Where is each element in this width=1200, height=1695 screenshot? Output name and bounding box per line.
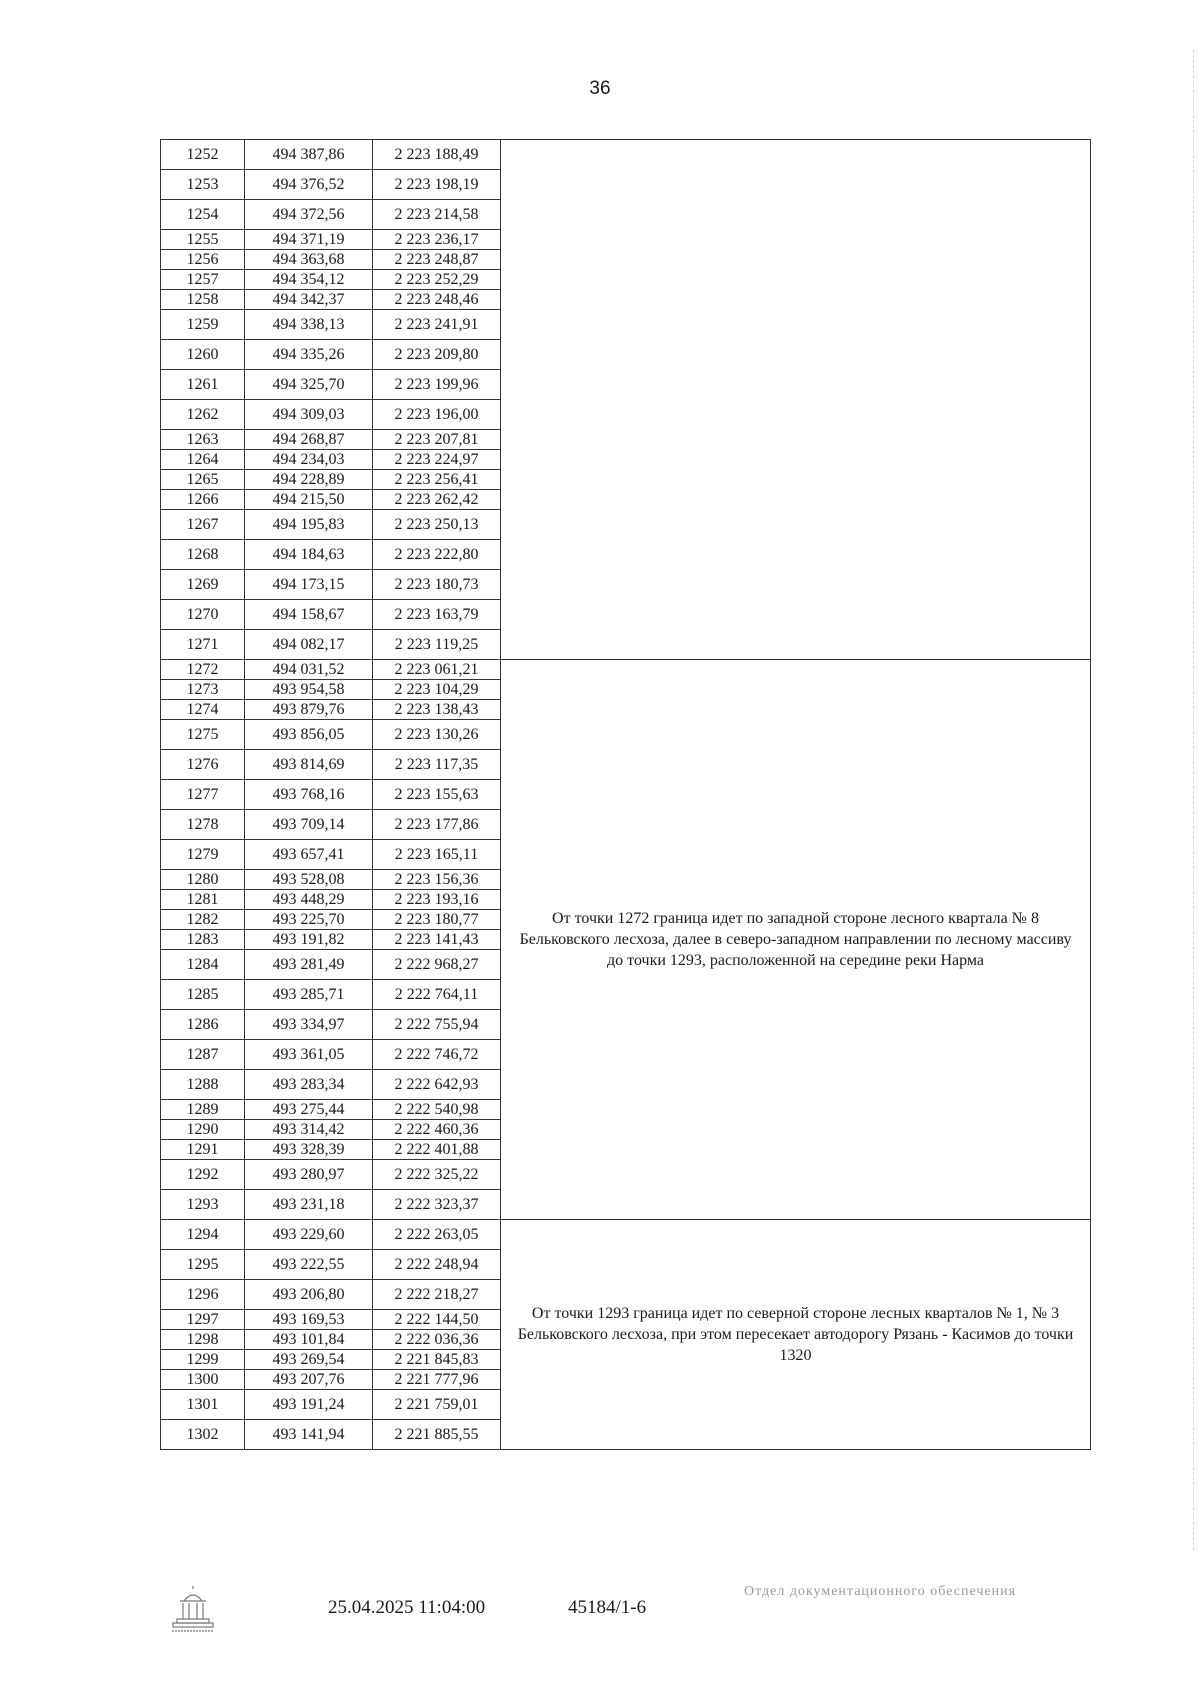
point-number-cell: 1270	[161, 600, 245, 630]
x-coordinate-cell: 493 207,76	[245, 1370, 373, 1390]
table-row	[161, 660, 1091, 680]
x-coordinate-cell: 493 285,71	[245, 980, 373, 1010]
y-coordinate-cell: 2 223 156,36	[373, 870, 501, 890]
x-coordinate-cell: 493 280,97	[245, 1160, 373, 1190]
point-number-cell: 1272	[161, 660, 245, 680]
y-coordinate-cell: 2 223 241,91	[373, 310, 501, 340]
x-coordinate-cell: 494 309,03	[245, 400, 373, 430]
point-number-cell: 1262	[161, 400, 245, 430]
point-number-cell: 1295	[161, 1250, 245, 1280]
boundary-description-cell	[501, 140, 1091, 660]
x-coordinate-cell: 494 372,56	[245, 200, 373, 230]
x-coordinate-cell: 493 229,60	[245, 1220, 373, 1250]
y-coordinate-cell: 2 223 214,58	[373, 200, 501, 230]
point-number-cell: 1300	[161, 1370, 245, 1390]
x-coordinate-cell: 494 195,83	[245, 510, 373, 540]
point-number-cell: 1296	[161, 1280, 245, 1310]
x-coordinate-cell: 493 768,16	[245, 780, 373, 810]
point-number-cell: 1261	[161, 370, 245, 400]
point-number-cell: 1258	[161, 290, 245, 310]
y-coordinate-cell: 2 223 180,73	[373, 570, 501, 600]
y-coordinate-cell: 2 223 104,29	[373, 680, 501, 700]
y-coordinate-cell: 2 223 248,87	[373, 250, 501, 270]
y-coordinate-cell: 2 223 177,86	[373, 810, 501, 840]
x-coordinate-cell: 493 169,53	[245, 1310, 373, 1330]
point-number-cell: 1271	[161, 630, 245, 660]
coordinates-table	[160, 139, 1091, 1450]
point-number-cell: 1298	[161, 1330, 245, 1350]
point-number-cell: 1267	[161, 510, 245, 540]
y-coordinate-cell: 2 223 130,26	[373, 720, 501, 750]
point-number-cell: 1281	[161, 890, 245, 910]
footer-datetime: 25.04.2025 11:04:00	[328, 1597, 486, 1618]
department-stamp: Отдел документационного обеспечения	[743, 1584, 1017, 1599]
x-coordinate-cell: 494 335,26	[245, 340, 373, 370]
y-coordinate-cell: 2 222 325,22	[373, 1160, 501, 1190]
x-coordinate-cell: 494 354,12	[245, 270, 373, 290]
point-number-cell: 1297	[161, 1310, 245, 1330]
point-number-cell: 1260	[161, 340, 245, 370]
y-coordinate-cell: 2 223 207,81	[373, 430, 501, 450]
y-coordinate-cell: 2 222 144,50	[373, 1310, 501, 1330]
point-number-cell: 1294	[161, 1220, 245, 1250]
y-coordinate-cell: 2 222 540,98	[373, 1100, 501, 1120]
x-coordinate-cell: 494 031,52	[245, 660, 373, 680]
point-number-cell: 1275	[161, 720, 245, 750]
y-coordinate-cell: 2 222 263,05	[373, 1220, 501, 1250]
y-coordinate-cell: 2 223 155,63	[373, 780, 501, 810]
y-coordinate-cell: 2 222 248,94	[373, 1250, 501, 1280]
point-number-cell: 1293	[161, 1190, 245, 1220]
x-coordinate-cell: 494 228,89	[245, 470, 373, 490]
y-coordinate-cell: 2 222 323,37	[373, 1190, 501, 1220]
boundary-description-cell: От точки 1293 граница идет по северной стороне лесных кварталов № 1, № 3 Бельковского лесхоза, при этом пересекает автодорогу Рязань - Касимов до точки 1320	[501, 1220, 1091, 1450]
x-coordinate-cell: 494 363,68	[245, 250, 373, 270]
x-coordinate-cell: 493 191,82	[245, 930, 373, 950]
x-coordinate-cell: 493 361,05	[245, 1040, 373, 1070]
y-coordinate-cell: 2 222 036,36	[373, 1330, 501, 1350]
y-coordinate-cell: 2 223 138,43	[373, 700, 501, 720]
y-coordinate-cell: 2 222 460,36	[373, 1120, 501, 1140]
y-coordinate-cell: 2 221 777,96	[373, 1370, 501, 1390]
x-coordinate-cell: 494 376,52	[245, 170, 373, 200]
y-coordinate-cell: 2 223 199,96	[373, 370, 501, 400]
y-coordinate-cell: 2 223 250,13	[373, 510, 501, 540]
x-coordinate-cell: 493 269,54	[245, 1350, 373, 1370]
y-coordinate-cell: 2 223 193,16	[373, 890, 501, 910]
x-coordinate-cell: 493 191,24	[245, 1390, 373, 1420]
boundary-description-cell: От точки 1272 граница идет по западной стороне лесного квартала № 8 Бельковского лесхоза, далее в северо-западном направлении по лесному массиву до точки 1293, расположенной на середине реки Нарма	[501, 660, 1091, 1220]
y-coordinate-cell: 2 222 218,27	[373, 1280, 501, 1310]
x-coordinate-cell: 493 101,84	[245, 1330, 373, 1350]
y-coordinate-cell: 2 223 236,17	[373, 230, 501, 250]
y-coordinate-cell: 2 222 401,88	[373, 1140, 501, 1160]
point-number-cell: 1252	[161, 140, 245, 170]
y-coordinate-cell: 2 223 141,43	[373, 930, 501, 950]
y-coordinate-cell: 2 223 224,97	[373, 450, 501, 470]
x-coordinate-cell: 493 334,97	[245, 1010, 373, 1040]
point-number-cell: 1292	[161, 1160, 245, 1190]
y-coordinate-cell: 2 222 642,93	[373, 1070, 501, 1100]
x-coordinate-cell: 494 342,37	[245, 290, 373, 310]
point-number-cell: 1273	[161, 680, 245, 700]
y-coordinate-cell: 2 223 256,41	[373, 470, 501, 490]
x-coordinate-cell: 493 225,70	[245, 910, 373, 930]
x-coordinate-cell: 494 325,70	[245, 370, 373, 400]
point-number-cell: 1266	[161, 490, 245, 510]
x-coordinate-cell: 493 206,80	[245, 1280, 373, 1310]
x-coordinate-cell: 493 879,76	[245, 700, 373, 720]
x-coordinate-cell: 493 954,58	[245, 680, 373, 700]
x-coordinate-cell: 493 222,55	[245, 1250, 373, 1280]
point-number-cell: 1290	[161, 1120, 245, 1140]
x-coordinate-cell: 494 387,86	[245, 140, 373, 170]
y-coordinate-cell: 2 222 755,94	[373, 1010, 501, 1040]
point-number-cell: 1253	[161, 170, 245, 200]
point-number-cell: 1302	[161, 1420, 245, 1450]
y-coordinate-cell: 2 223 165,11	[373, 840, 501, 870]
point-number-cell: 1269	[161, 570, 245, 600]
x-coordinate-cell: 494 184,63	[245, 540, 373, 570]
scan-edge-line	[1192, 50, 1194, 1550]
point-number-cell: 1278	[161, 810, 245, 840]
y-coordinate-cell: 2 221 885,55	[373, 1420, 501, 1450]
y-coordinate-cell: 2 221 845,83	[373, 1350, 501, 1370]
y-coordinate-cell: 2 223 222,80	[373, 540, 501, 570]
point-number-cell: 1263	[161, 430, 245, 450]
point-number-cell: 1254	[161, 200, 245, 230]
y-coordinate-cell: 2 223 119,25	[373, 630, 501, 660]
x-coordinate-cell: 494 268,87	[245, 430, 373, 450]
point-number-cell: 1291	[161, 1140, 245, 1160]
x-coordinate-cell: 494 173,15	[245, 570, 373, 600]
table-row	[161, 1220, 1091, 1250]
point-number-cell: 1274	[161, 700, 245, 720]
y-coordinate-cell: 2 223 262,42	[373, 490, 501, 510]
x-coordinate-cell: 493 231,18	[245, 1190, 373, 1220]
x-coordinate-cell: 493 275,44	[245, 1100, 373, 1120]
point-number-cell: 1280	[161, 870, 245, 890]
point-number-cell: 1289	[161, 1100, 245, 1120]
x-coordinate-cell: 494 234,03	[245, 450, 373, 470]
x-coordinate-cell: 493 814,69	[245, 750, 373, 780]
point-number-cell: 1285	[161, 980, 245, 1010]
point-number-cell: 1286	[161, 1010, 245, 1040]
y-coordinate-cell: 2 223 117,35	[373, 750, 501, 780]
y-coordinate-cell: 2 223 252,29	[373, 270, 501, 290]
x-coordinate-cell: 493 528,08	[245, 870, 373, 890]
x-coordinate-cell: 493 281,49	[245, 950, 373, 980]
x-coordinate-cell: 493 328,39	[245, 1140, 373, 1160]
point-number-cell: 1288	[161, 1070, 245, 1100]
point-number-cell: 1299	[161, 1350, 245, 1370]
point-number-cell: 1257	[161, 270, 245, 290]
y-coordinate-cell: 2 222 746,72	[373, 1040, 501, 1070]
x-coordinate-cell: 493 856,05	[245, 720, 373, 750]
y-coordinate-cell: 2 223 188,49	[373, 140, 501, 170]
point-number-cell: 1277	[161, 780, 245, 810]
y-coordinate-cell: 2 223 209,80	[373, 340, 501, 370]
y-coordinate-cell: 2 223 061,21	[373, 660, 501, 680]
y-coordinate-cell: 2 223 196,00	[373, 400, 501, 430]
x-coordinate-cell: 493 709,14	[245, 810, 373, 840]
point-number-cell: 1301	[161, 1390, 245, 1420]
x-coordinate-cell: 494 215,50	[245, 490, 373, 510]
x-coordinate-cell: 493 141,94	[245, 1420, 373, 1450]
y-coordinate-cell: 2 223 248,46	[373, 290, 501, 310]
x-coordinate-cell: 493 314,42	[245, 1120, 373, 1140]
page-number: 36	[589, 78, 611, 99]
point-number-cell: 1268	[161, 540, 245, 570]
footer-document-number: 45184/1-6	[568, 1597, 647, 1618]
x-coordinate-cell: 493 283,34	[245, 1070, 373, 1100]
x-coordinate-cell: 493 448,29	[245, 890, 373, 910]
point-number-cell: 1255	[161, 230, 245, 250]
point-number-cell: 1284	[161, 950, 245, 980]
y-coordinate-cell: 2 223 198,19	[373, 170, 501, 200]
point-number-cell: 1282	[161, 910, 245, 930]
point-number-cell: 1279	[161, 840, 245, 870]
point-number-cell: 1276	[161, 750, 245, 780]
point-number-cell: 1287	[161, 1040, 245, 1070]
x-coordinate-cell: 494 158,67	[245, 600, 373, 630]
x-coordinate-cell: 493 657,41	[245, 840, 373, 870]
point-number-cell: 1256	[161, 250, 245, 270]
point-number-cell: 1264	[161, 450, 245, 470]
x-coordinate-cell: 494 082,17	[245, 630, 373, 660]
point-number-cell: 1259	[161, 310, 245, 340]
y-coordinate-cell: 2 222 764,11	[373, 980, 501, 1010]
table-row	[161, 140, 1091, 170]
x-coordinate-cell: 494 338,13	[245, 310, 373, 340]
x-coordinate-cell: 494 371,19	[245, 230, 373, 250]
y-coordinate-cell: 2 223 163,79	[373, 600, 501, 630]
y-coordinate-cell: 2 222 968,27	[373, 950, 501, 980]
y-coordinate-cell: 2 223 180,77	[373, 910, 501, 930]
point-number-cell: 1265	[161, 470, 245, 490]
point-number-cell: 1283	[161, 930, 245, 950]
institution-building-icon	[168, 1585, 218, 1633]
y-coordinate-cell: 2 221 759,01	[373, 1390, 501, 1420]
coordinates-table-body	[161, 140, 1091, 1450]
